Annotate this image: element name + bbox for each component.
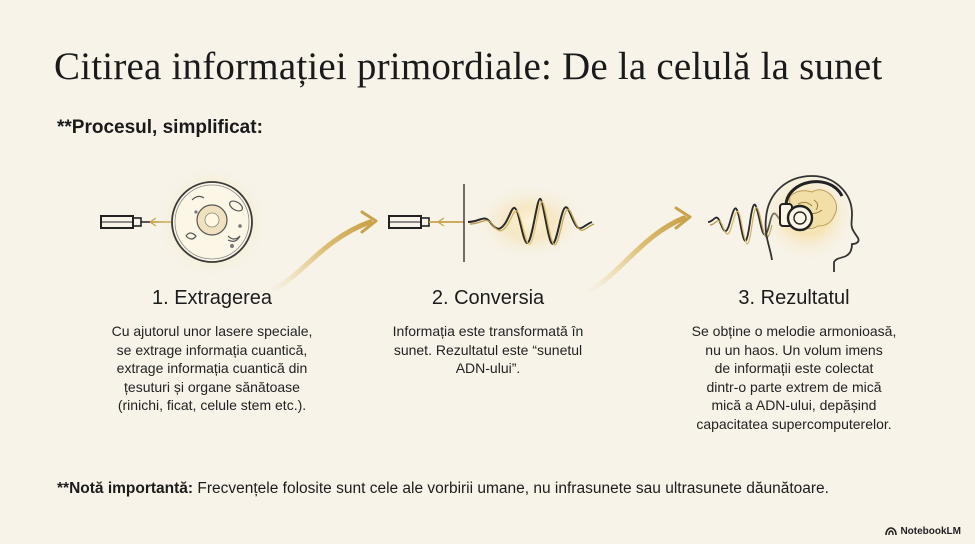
description-line: mică a ADN-ului, depășind: [711, 397, 877, 413]
step-3-title: 3. Rezultatul: [738, 287, 850, 309]
description-line: capacitatea supercomputerelor.: [696, 415, 892, 432]
description-line: Informația este transformată în: [392, 323, 584, 339]
description-line: (rinichi, ficat, celule stem etc.).: [117, 397, 307, 413]
description-line: dintr-o parte extrem de mică: [706, 378, 882, 395]
step-2-title: 2. Conversia: [431, 287, 545, 309]
description-line: extrage informația cuantică din: [116, 360, 308, 376]
description-line: Se obține o melodie armonioasă,: [691, 323, 897, 339]
section-subtitle: **Procesul, simplificat:: [57, 117, 263, 138]
step-2-description: [338, 322, 638, 378]
brand-name: NotebookLM: [900, 526, 961, 537]
head-headphones-icon: [758, 167, 859, 272]
note-label: **Notă importantă:: [57, 480, 194, 497]
description-line: de informații este colectat: [714, 360, 874, 376]
description-line: țesuturi și organe sănătoase: [124, 378, 300, 395]
page-title: Citirea informației primordiale: De la celulă la sunet: [54, 45, 883, 88]
arrow-icon: [268, 212, 376, 292]
description-line: sunet. Rezultatul este “sunetul: [393, 341, 583, 358]
note-text: Frecvențele folosite sunt cele ale vorbirii umane, nu infrasunete sau ultrasunete dăunătoare.: [193, 480, 829, 497]
important-note: [57, 480, 829, 498]
description-line: ADN-ului”.: [455, 360, 521, 376]
description-line: Cu ajutorul unor lasere speciale,: [111, 323, 313, 339]
cell-icon: [154, 164, 270, 280]
brand-watermark: [885, 526, 961, 537]
laser-icon: [389, 184, 464, 262]
description-line: se extrage informația cuantică,: [116, 341, 308, 358]
notebooklm-logo-icon: [885, 527, 897, 536]
step-1-description: [62, 322, 362, 415]
arrow-icon: [586, 208, 690, 292]
sound-wave-icon: [468, 182, 594, 262]
description-line: nu un haos. Un volum imens: [705, 341, 883, 358]
step-3-description: [644, 322, 944, 433]
step-1-title: 1. Extragerea: [151, 287, 273, 309]
